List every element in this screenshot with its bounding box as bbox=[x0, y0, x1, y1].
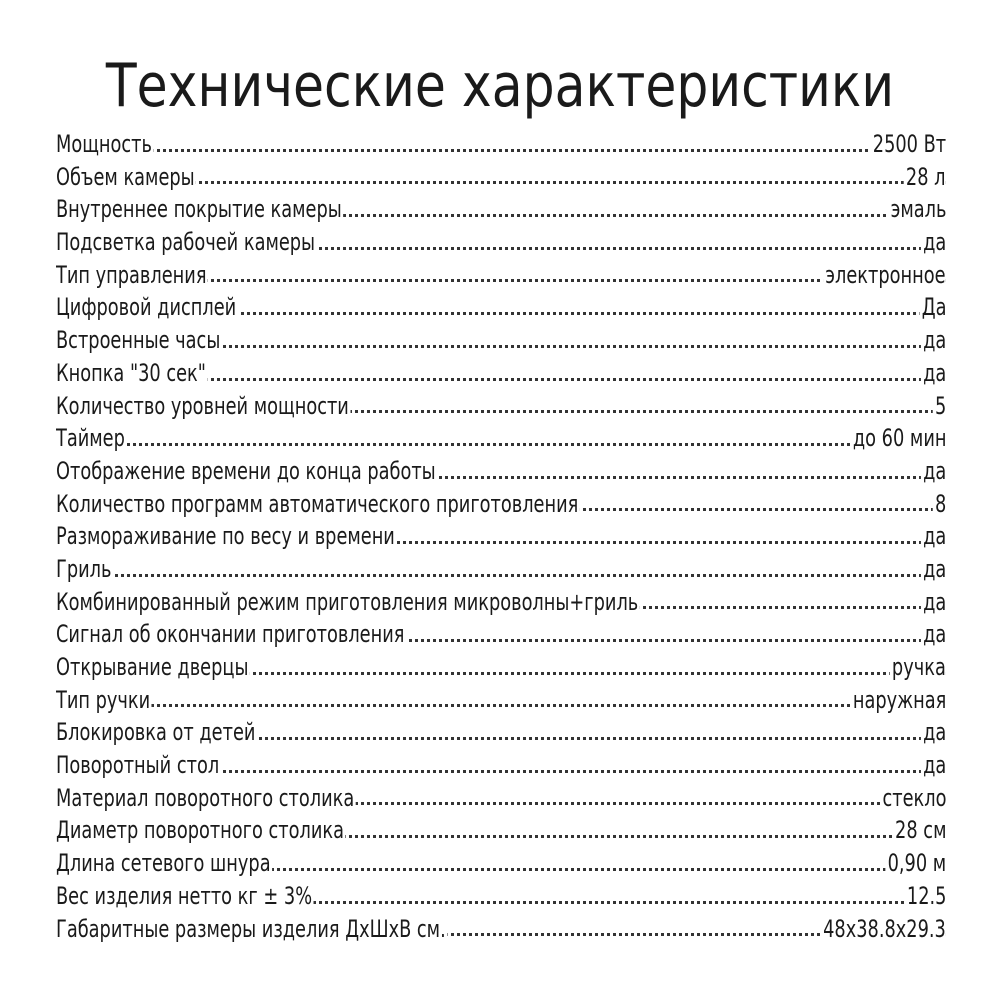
specifications-list bbox=[56, 128, 946, 945]
spec-value: 28 л bbox=[904, 161, 946, 194]
spec-row bbox=[56, 455, 946, 488]
spec-row bbox=[56, 913, 946, 946]
dot-leader bbox=[56, 704, 946, 707]
spec-label: Открывание дверцы bbox=[56, 651, 250, 684]
spec-label: Встроенные часы bbox=[56, 324, 222, 357]
spec-row bbox=[56, 749, 946, 782]
spec-value: да bbox=[921, 749, 946, 782]
spec-row bbox=[56, 553, 946, 586]
spec-value: да bbox=[921, 716, 946, 749]
spec-label: Габаритные размеры изделия ДхШхВ см. bbox=[56, 913, 447, 946]
spec-row bbox=[56, 847, 946, 880]
spec-row bbox=[56, 128, 946, 161]
spec-row bbox=[56, 259, 946, 292]
spec-label: Вес изделия нетто кг ± 3% bbox=[56, 880, 314, 913]
spec-row bbox=[56, 226, 946, 259]
spec-row bbox=[56, 684, 946, 717]
spec-value: до 60 мин bbox=[850, 422, 946, 455]
page-title: Технические характеристики bbox=[105, 51, 895, 121]
spec-label: Отображение времени до конца работы bbox=[56, 455, 437, 488]
spec-row bbox=[56, 651, 946, 684]
spec-value: да bbox=[921, 226, 946, 259]
spec-row bbox=[56, 357, 946, 390]
spec-row bbox=[56, 782, 946, 815]
spec-row bbox=[56, 390, 946, 423]
spec-row bbox=[56, 586, 946, 619]
spec-label: Размораживание по весу и времени bbox=[56, 520, 396, 553]
spec-value: электронное bbox=[824, 259, 946, 292]
spec-label: Поворотный стол bbox=[56, 749, 221, 782]
spec-label: Количество уровней мощности bbox=[56, 390, 350, 423]
dot-leader bbox=[56, 443, 946, 446]
spec-row bbox=[56, 422, 946, 455]
spec-value: 8 bbox=[932, 488, 946, 521]
spec-label: Количество программ автоматического приготовления bbox=[56, 488, 580, 521]
spec-row bbox=[56, 193, 946, 226]
spec-value: 0,90 м bbox=[885, 847, 946, 880]
spec-value: 5 bbox=[932, 390, 946, 423]
spec-label: Блокировка от детей bbox=[56, 716, 257, 749]
spec-label: Мощность bbox=[56, 128, 153, 161]
spec-label: Сигнал об окончании приготовления bbox=[56, 618, 406, 651]
dot-leader bbox=[56, 149, 946, 152]
spec-value: Да bbox=[919, 291, 946, 324]
spec-label: Тип ручки bbox=[56, 684, 152, 717]
spec-value: да bbox=[921, 553, 946, 586]
spec-label: Длина сетевого шнура bbox=[56, 847, 272, 880]
spec-label: Материал поворотного столика bbox=[56, 782, 356, 815]
spec-label: Комбинированный режим приготовления микроволны+гриль bbox=[56, 586, 640, 619]
spec-row bbox=[56, 814, 946, 847]
spec-value: эмаль bbox=[888, 193, 946, 226]
spec-value: 28 см bbox=[892, 814, 946, 847]
spec-value: да bbox=[921, 324, 946, 357]
spec-label: Объем камеры bbox=[56, 161, 196, 194]
spec-label: Подсветка рабочей камеры bbox=[56, 226, 317, 259]
spec-row bbox=[56, 324, 946, 357]
spec-row bbox=[56, 520, 946, 553]
spec-row bbox=[56, 716, 946, 749]
spec-value: 12.5 bbox=[904, 880, 946, 913]
spec-value: 2500 Вт bbox=[870, 128, 946, 161]
spec-row bbox=[56, 880, 946, 913]
spec-value: стекло bbox=[880, 782, 946, 815]
spec-value: да bbox=[921, 455, 946, 488]
dot-leader bbox=[56, 574, 946, 577]
spec-label: Внутреннее покрытие камеры bbox=[56, 193, 343, 226]
spec-value: да bbox=[921, 586, 946, 619]
spec-row bbox=[56, 291, 946, 324]
spec-label: Тип управления bbox=[56, 259, 208, 292]
spec-value: да bbox=[921, 357, 946, 390]
spec-row bbox=[56, 488, 946, 521]
spec-row bbox=[56, 161, 946, 194]
spec-value: ручка bbox=[890, 651, 946, 684]
spec-label: Цифровой дисплей bbox=[56, 291, 238, 324]
spec-value: да bbox=[921, 520, 946, 553]
spec-value: да bbox=[921, 618, 946, 651]
spec-label: Таймер bbox=[56, 422, 126, 455]
spec-value: наружная bbox=[850, 684, 946, 717]
spec-row bbox=[56, 618, 946, 651]
spec-label: Диаметр поворотного столика bbox=[56, 814, 345, 847]
spec-label: Кнопка "30 сек" bbox=[56, 357, 207, 390]
spec-label: Гриль bbox=[56, 553, 113, 586]
spec-value: 48x38.8x29.3 bbox=[821, 913, 946, 946]
